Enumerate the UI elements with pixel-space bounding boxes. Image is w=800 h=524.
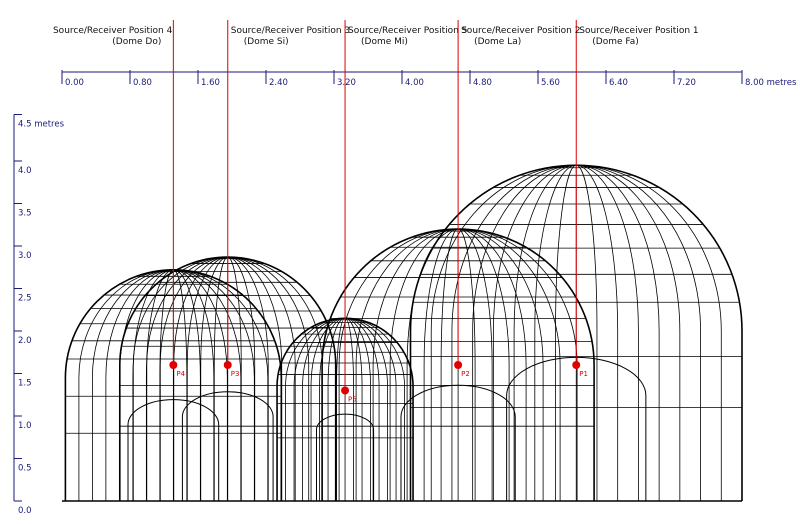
position-marker [224,361,232,369]
position-dome-name: (Dome Fa) [592,37,639,47]
position-dome-name: (Dome Mi) [361,37,408,47]
position-dome-name: (Dome Si) [243,37,289,47]
height-scale-axis [14,115,65,517]
top-axis-tick-label: 4.00 [405,78,424,88]
position-marker [341,387,349,395]
top-axis-tick-label: 5.60 [541,78,560,88]
position-dome-name: (Dome Do) [112,37,162,47]
top-axis-tick-label: 0.00 [65,78,84,88]
position-point-label: P5 [348,395,357,404]
position-dome-name: (Dome La) [474,37,522,47]
left-axis-tick-label: 2.0 [18,336,32,346]
left-axis-tick-label: 3.5 [18,208,32,219]
left-axis-tick-label: 0.5 [18,463,32,474]
top-axis-tick-label: 8.00 metres [745,78,797,88]
left-axis-tick-label: 1.0 [18,421,32,431]
left-axis-tick-label: 3.0 [18,251,32,261]
dome-structure [62,165,742,501]
top-axis-tick-label: 1.60 [201,78,220,88]
position-point-label: P2 [461,370,470,378]
left-axis-tick-label: 4.5 metres [18,119,65,130]
top-axis-tick-label: 4.80 [473,78,492,88]
position-marker [572,361,580,369]
position-point-label: P4 [176,370,186,378]
position-marker [454,361,462,369]
top-scale-axis [62,70,797,88]
top-axis-tick-label: 0.80 [133,78,152,88]
position-title: Source/Receiver Position 1 [579,26,699,36]
position-title: Source/Receiver Position 5 [348,26,468,36]
position-point-label: P1 [579,370,588,378]
left-axis-tick-label: 4.0 [18,166,32,176]
position-title: Source/Receiver Position 2 [461,26,581,36]
top-axis-tick-label: 7.20 [677,78,696,88]
left-axis-tick-label: 0.0 [18,506,32,516]
position-labels [53,26,699,47]
left-axis-tick-label: 1.5 [18,378,32,389]
position-title: Source/Receiver Position 4 [52,26,173,36]
position-point-label: P3 [230,370,240,378]
left-axis-tick-label: 2.5 [18,293,32,304]
top-axis-tick-label: 6.40 [609,78,628,88]
top-axis-tick-label: 2.40 [269,78,288,88]
top-axis-tick-label: 3.20 [337,78,356,88]
position-title: Source/Receiver Position 3 [230,26,351,36]
position-marker [169,361,177,369]
